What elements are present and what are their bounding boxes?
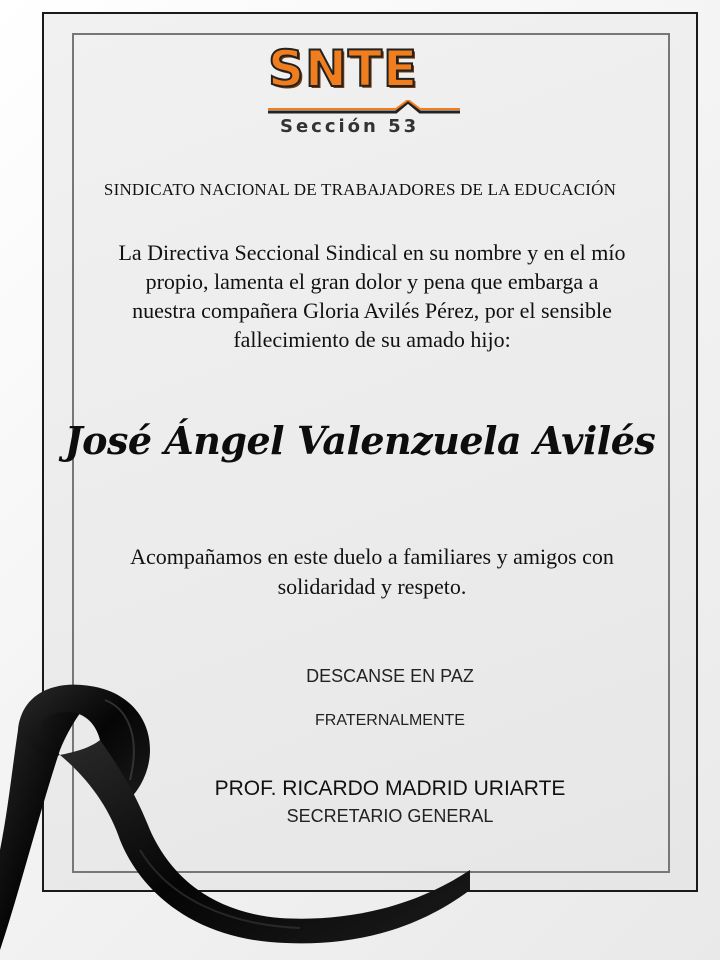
accompaniment-line: solidaridad y respeto. [277,574,467,599]
organization-name: SINDICATO NACIONAL DE TRABAJADORES DE LA EDUCACIÓN [103,180,617,199]
logo-section: Sección 53 [280,116,420,137]
message-line: fallecimiento de su amado hijo: [233,327,511,352]
closing-word: FRATERNALMENTE [315,712,465,729]
deceased-name: José Ángel Valenzuela Avilés [64,418,656,463]
signer-name: PROF. RICARDO MADRID URIARTE [214,777,566,800]
signer-title: SECRETARIO GENERAL [286,806,494,826]
message-line: propio, lamenta el gran dolor y pena que embarga a [145,269,599,294]
snte-logo [264,42,464,138]
message-line: La Directiva Seccional Sindical en su nombre y en el mío [118,240,626,265]
mourning-ribbon-icon [0,660,480,960]
accompaniment-message [80,542,664,602]
logo-roof-icon [266,100,462,116]
accompaniment-line: Acompañamos en este duelo a familiares y amigos con [130,544,614,569]
message-line: nuestra compañera Gloria Avilés Pérez, por el sensible [132,298,612,323]
rest-in-peace: DESCANSE EN PAZ [306,666,474,686]
condolence-message [80,238,664,354]
logo-wordmark: SNTE [268,40,419,98]
